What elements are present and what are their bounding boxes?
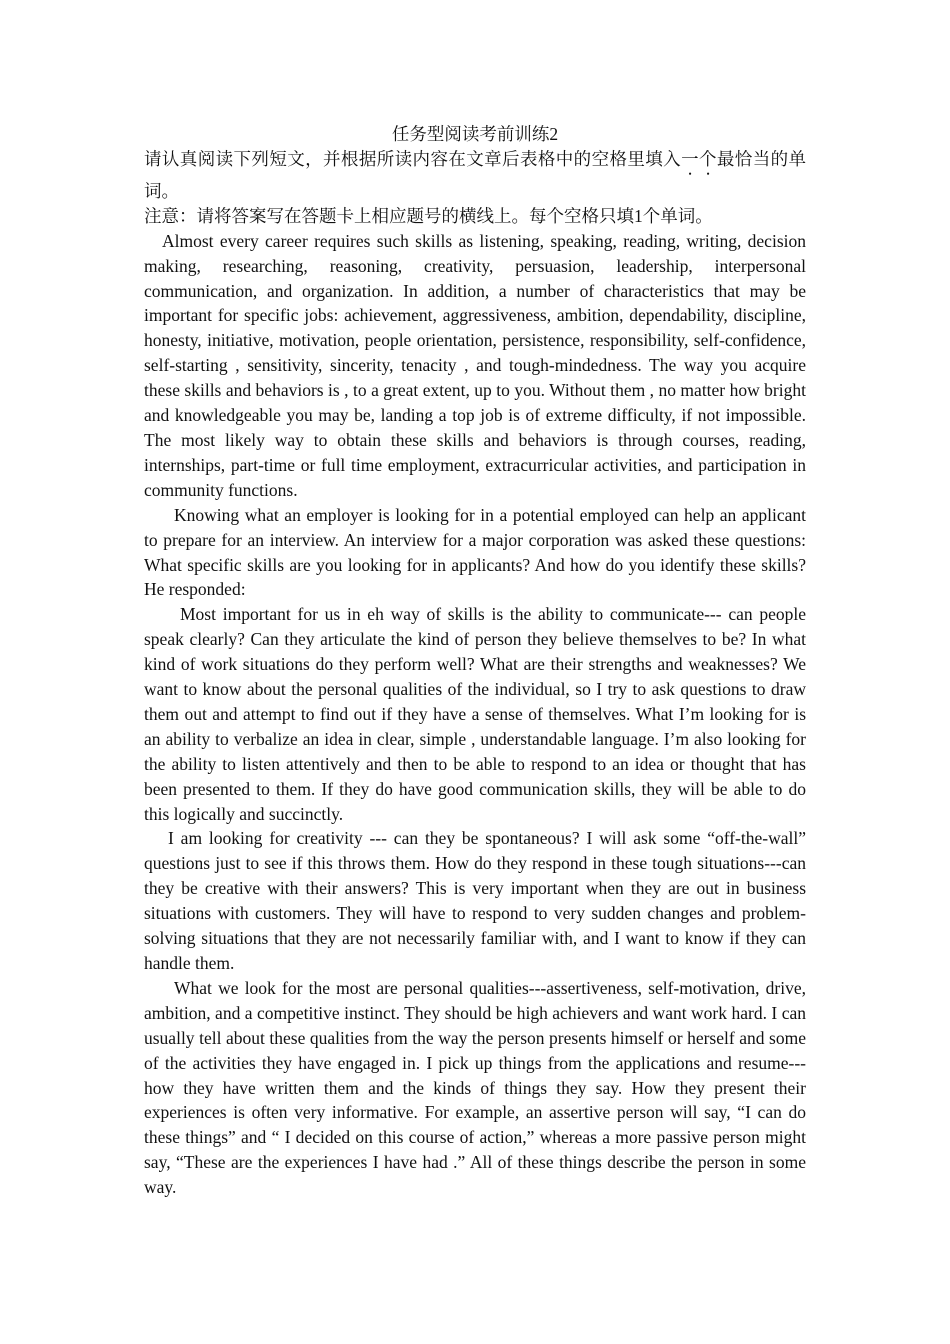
document-title: 任务型阅读考前训练2: [391, 124, 559, 144]
instruction-after: 最恰当的单词。: [144, 148, 807, 201]
instruction-emphasis: 一个: [681, 148, 717, 169]
paragraph: What we look for the most are personal qualities---assertiveness, self-motivation, drive, ambition, and a competitive instinct. They should be high achievers and want work hard. I can usually tell about these qualities from the way the person presents himself or herself and some of the activities they have engaged in. I pick up things from the applications and resume---how they have written them and the kinds of things they say. How they present their experiences is often very informative. For example, an assertive person will say, “I can do these things” and “ I decided on this course of action,” whereas a more passive person might say, “These are the experiences I have had .” All of these things describe the person in some way.: [144, 977, 806, 1198]
paragraph: Knowing what an employer is looking for in a potential employed can help an applicant to prepare for an interview. An interview for a major corporation was asked these questions: What specific skills are you looking for in applicants? And how do you identify these skills? He responded:: [144, 504, 806, 600]
instruction-before: 请认真阅读下列短文，并根据所读内容在文章后表格中的空格里填入: [144, 148, 682, 169]
paragraph: I am looking for creativity --- can they be spontaneous? I will ask some “off-the-wall” questions just to see if this throws them. How do they respond in these tough situations---can they be creative with their answers? This is very important when they are out in business situations with customers. They will have to respond to very sudden changes and problem-solving situations that they are not necessarily familiar with, and I want to know if they can handle them.: [144, 828, 806, 973]
instruction-text: [144, 147, 806, 204]
document-page: [144, 122, 806, 1200]
paragraph: Most important for us in eh way of skills is the ability to communicate--- can people speak clearly? Can they articulate the kind of person they believe themselves to be? In what kind of work situations do they perform well? What are their strengths and weaknesses? We want to know about the personal qualities of the individual, so I try to ask questions to draw them out and attempt to find out if they have a sense of themselves. What I’m looking for is an ability to verbalize an idea in clear, simple , understandable language. I’m also looking for the ability to listen attentively and then to be able to respond to an idea or thought that has been presented to them. If they do have good communication skills, they will be able to do this logically and succinctly.: [144, 604, 806, 824]
note-text: 注意：请将答案写在答题卡上相应题号的横线上。每个空格只填1个单词。: [144, 205, 713, 226]
paragraph: Almost every career requires such skills as listening, speaking, reading, writing, decision making, researching, reasoning, creativity, persuasion, leadership, interpersonal communication, and organization. In addition, a number of characteristics that may be important for specific jobs: achievement, aggressiveness, ambition, dependability, discipline, honesty, initiative, motivation, people orientation, persistence, responsibility, self-confidence, self-starting , sensitivity, sincerity, tenacity , and tough-mindedness. The way you acquire these skills and behaviors is , to a great extent, up to you. Without them , no matter how bright and knowledgeable you may be, landing a top job is of extreme difficulty, if not impossible. The most likely way to obtain these skills and behaviors is through courses, reading, internships, part-time or full time employment, extracurricular activities, and participation in community functions.: [144, 230, 806, 500]
